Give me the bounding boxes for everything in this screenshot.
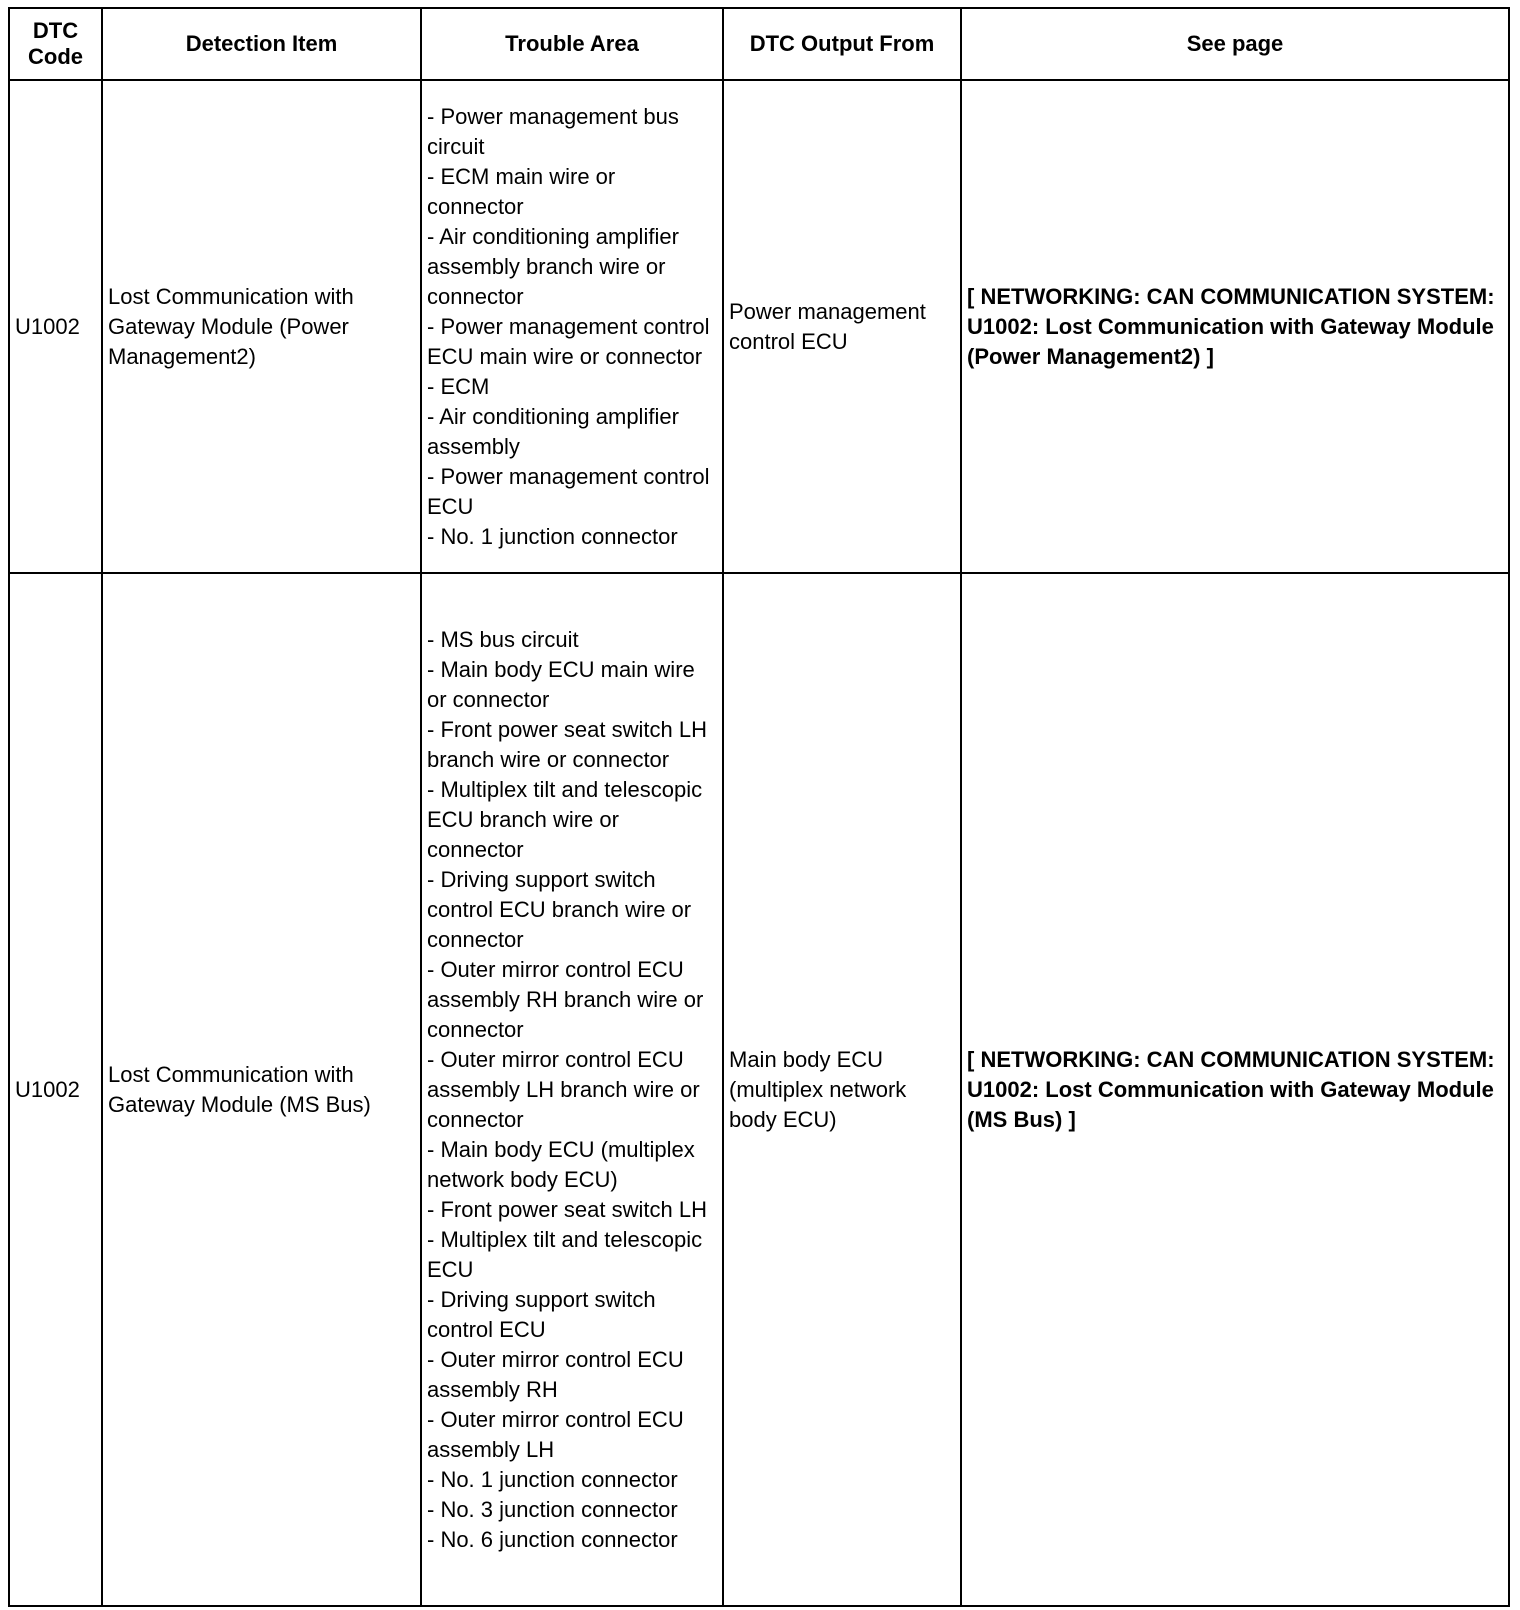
header-see-page: See page — [961, 8, 1509, 80]
trouble-area-item: - Main body ECU (multiplex network body ECU) — [427, 1136, 695, 1192]
trouble-area-item: - No. 1 junction connector — [427, 1466, 678, 1492]
dtc-code-cell: U1002 — [9, 573, 102, 1606]
detection-item-cell: Lost Communication with Gateway Module (MS Bus) — [102, 573, 421, 1606]
trouble-area-item: - No. 6 junction connector — [427, 1526, 678, 1552]
trouble-area-item: - Multiplex tilt and telescopic ECU — [427, 1226, 703, 1282]
trouble-area-item: - Air conditioning amplifier assembly branch wire or connector — [427, 223, 679, 309]
trouble-area-item: - Power management bus circuit — [427, 103, 679, 159]
trouble-area-item: - No. 3 junction connector — [427, 1496, 678, 1522]
dtc-output-cell: Main body ECU (multiplex network body ECU) — [723, 573, 961, 1606]
header-detection-item: Detection Item — [102, 8, 421, 80]
trouble-area-cell — [421, 80, 723, 573]
trouble-area-item: - Air conditioning amplifier assembly — [427, 403, 679, 459]
trouble-area-item: - Outer mirror control ECU assembly RH branch wire or connector — [427, 956, 704, 1042]
trouble-area-item: - Outer mirror control ECU assembly LH — [427, 1406, 684, 1462]
header-trouble-area: Trouble Area — [421, 8, 723, 80]
table-row — [9, 80, 1509, 573]
trouble-area-item: - Outer mirror control ECU assembly LH branch wire or connector — [427, 1046, 700, 1132]
trouble-area-item: - Driving support switch control ECU branch wire or connector — [427, 866, 692, 952]
trouble-area-item: - Main body ECU main wire or connector — [427, 656, 695, 712]
dtc-table — [8, 7, 1510, 1607]
header-dtc-code: DTC Code — [9, 8, 102, 80]
header-dtc-output-from: DTC Output From — [723, 8, 961, 80]
trouble-area-cell — [421, 573, 723, 1606]
trouble-area-item: - MS bus circuit — [427, 626, 579, 652]
see-page-reference[interactable]: [ NETWORKING: CAN COMMUNICATION SYSTEM: U1002: Lost Communication with Gateway Module (Power Management2) ] — [961, 80, 1509, 573]
trouble-area-item: - Driving support switch control ECU — [427, 1286, 656, 1342]
dtc-output-cell: Power management control ECU — [723, 80, 961, 573]
trouble-area-item: - Power management control ECU — [427, 463, 710, 519]
trouble-area-item: - Front power seat switch LH branch wire or connector — [427, 716, 707, 772]
dtc-code-cell: U1002 — [9, 80, 102, 573]
header-row — [9, 8, 1509, 80]
trouble-area-item: - ECM main wire or connector — [427, 163, 616, 219]
trouble-area-item: - No. 1 junction connector — [427, 523, 678, 549]
trouble-area-item: - Front power seat switch LH — [427, 1196, 707, 1222]
trouble-area-item: - Multiplex tilt and telescopic ECU branch wire or connector — [427, 776, 703, 862]
trouble-area-item: - Power management control ECU main wire or connector — [427, 313, 710, 369]
see-page-reference[interactable]: [ NETWORKING: CAN COMMUNICATION SYSTEM: U1002: Lost Communication with Gateway Module (MS Bus) ] — [961, 573, 1509, 1606]
table-row — [9, 573, 1509, 1606]
trouble-area-item: - Outer mirror control ECU assembly RH — [427, 1346, 684, 1402]
trouble-area-item: - ECM — [427, 373, 490, 399]
detection-item-cell: Lost Communication with Gateway Module (Power Management2) — [102, 80, 421, 573]
